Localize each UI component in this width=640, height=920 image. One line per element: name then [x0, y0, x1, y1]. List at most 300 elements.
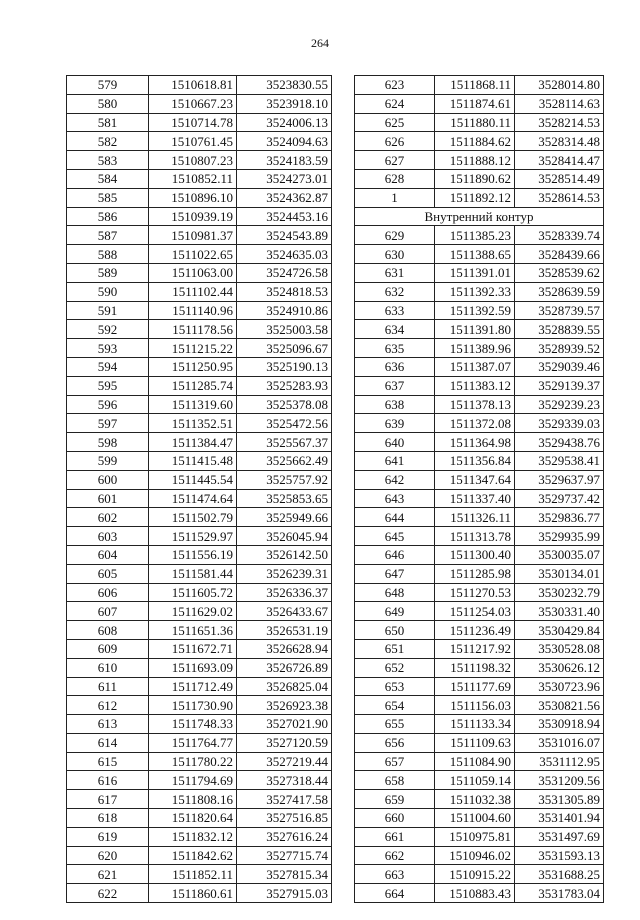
y-coordinate-cell: 3524006.13 — [237, 113, 332, 132]
table-row — [355, 545, 604, 564]
x-coordinate-cell: 1510981.37 — [149, 226, 237, 245]
table-row — [67, 76, 332, 95]
y-coordinate-cell: 3525378.08 — [237, 395, 332, 414]
table-row — [355, 752, 604, 771]
point-number-cell: 641 — [355, 451, 435, 470]
x-coordinate-cell: 1511063.00 — [149, 263, 237, 282]
y-coordinate-cell: 3524818.53 — [237, 282, 332, 301]
table-row — [355, 151, 604, 170]
y-coordinate-cell: 3530723.96 — [515, 677, 604, 696]
x-coordinate-cell: 1511392.33 — [435, 282, 515, 301]
point-number-cell: 610 — [67, 658, 149, 677]
y-coordinate-cell: 3529637.97 — [515, 470, 604, 489]
x-coordinate-cell: 1511300.40 — [435, 545, 515, 564]
point-number-cell: 622 — [67, 884, 149, 903]
y-coordinate-cell: 3523918.10 — [237, 94, 332, 113]
point-number-cell: 599 — [67, 451, 149, 470]
table-row — [355, 207, 604, 226]
point-number-cell: 587 — [67, 226, 149, 245]
point-number-cell: 624 — [355, 94, 435, 113]
table-row — [67, 226, 332, 245]
table-row — [67, 658, 332, 677]
y-coordinate-cell: 3529538.41 — [515, 451, 604, 470]
table-row — [67, 809, 332, 828]
table-row — [355, 602, 604, 621]
point-number-cell: 638 — [355, 395, 435, 414]
x-coordinate-cell: 1511884.62 — [435, 132, 515, 151]
point-number-cell: 648 — [355, 583, 435, 602]
y-coordinate-cell: 3528314.48 — [515, 132, 604, 151]
table-row — [67, 489, 332, 508]
table-row — [355, 282, 604, 301]
y-coordinate-cell: 3526336.37 — [237, 583, 332, 602]
x-coordinate-cell: 1511842.62 — [149, 846, 237, 865]
table-row — [355, 639, 604, 658]
page-number: 264 — [311, 36, 329, 50]
point-number-cell: 601 — [67, 489, 149, 508]
y-coordinate-cell: 3524635.03 — [237, 245, 332, 264]
point-number-cell: 1 — [355, 188, 435, 207]
x-coordinate-cell: 1511372.08 — [435, 414, 515, 433]
table-row — [67, 639, 332, 658]
x-coordinate-cell: 1511198.32 — [435, 658, 515, 677]
y-coordinate-cell: 3529339.03 — [515, 414, 604, 433]
x-coordinate-cell: 1511748.33 — [149, 715, 237, 734]
y-coordinate-cell: 3531305.89 — [515, 790, 604, 809]
point-number-cell: 582 — [67, 132, 149, 151]
y-coordinate-cell: 3526045.94 — [237, 527, 332, 546]
point-number-cell: 627 — [355, 151, 435, 170]
table-row — [67, 395, 332, 414]
point-number-cell: 651 — [355, 639, 435, 658]
x-coordinate-cell: 1511874.61 — [435, 94, 515, 113]
x-coordinate-cell: 1511880.11 — [435, 113, 515, 132]
y-coordinate-cell: 3531688.25 — [515, 865, 604, 884]
table-row — [355, 790, 604, 809]
point-number-cell: 633 — [355, 301, 435, 320]
table-row — [355, 320, 604, 339]
table-row — [355, 508, 604, 527]
x-coordinate-cell: 1510667.23 — [149, 94, 237, 113]
point-number-cell: 639 — [355, 414, 435, 433]
point-number-cell: 657 — [355, 752, 435, 771]
point-number-cell: 653 — [355, 677, 435, 696]
x-coordinate-cell: 1511387.07 — [435, 357, 515, 376]
y-coordinate-cell: 3524910.86 — [237, 301, 332, 320]
y-coordinate-cell: 3525757.92 — [237, 470, 332, 489]
point-number-cell: 600 — [67, 470, 149, 489]
y-coordinate-cell: 3524183.59 — [237, 151, 332, 170]
x-coordinate-cell: 1510852.11 — [149, 169, 237, 188]
point-number-cell: 646 — [355, 545, 435, 564]
y-coordinate-cell: 3528114.63 — [515, 94, 604, 113]
y-coordinate-cell: 3527120.59 — [237, 733, 332, 752]
x-coordinate-cell: 1511285.98 — [435, 564, 515, 583]
y-coordinate-cell: 3525096.67 — [237, 339, 332, 358]
y-coordinate-cell: 3528214.53 — [515, 113, 604, 132]
x-coordinate-cell: 1511502.79 — [149, 508, 237, 527]
table-row — [355, 527, 604, 546]
y-coordinate-cell: 3525003.58 — [237, 320, 332, 339]
x-coordinate-cell: 1511032.38 — [435, 790, 515, 809]
x-coordinate-cell: 1511474.64 — [149, 489, 237, 508]
point-number-cell: 628 — [355, 169, 435, 188]
table-row — [67, 433, 332, 452]
point-number-cell: 603 — [67, 527, 149, 546]
point-number-cell: 660 — [355, 809, 435, 828]
y-coordinate-cell: 3530821.56 — [515, 696, 604, 715]
x-coordinate-cell: 1511102.44 — [149, 282, 237, 301]
table-row — [355, 414, 604, 433]
x-coordinate-cell: 1511629.02 — [149, 602, 237, 621]
y-coordinate-cell: 3529737.42 — [515, 489, 604, 508]
x-coordinate-cell: 1511326.11 — [435, 508, 515, 527]
point-number-cell: 580 — [67, 94, 149, 113]
table-row — [355, 733, 604, 752]
y-coordinate-cell: 3530429.84 — [515, 621, 604, 640]
y-coordinate-cell: 3527915.03 — [237, 884, 332, 903]
table-row — [355, 809, 604, 828]
x-coordinate-cell: 1511133.34 — [435, 715, 515, 734]
x-coordinate-cell: 1511581.44 — [149, 564, 237, 583]
x-coordinate-cell: 1511556.19 — [149, 545, 237, 564]
point-number-cell: 581 — [67, 113, 149, 132]
point-number-cell: 614 — [67, 733, 149, 752]
table-row — [355, 113, 604, 132]
table-row — [67, 132, 332, 151]
table-row — [355, 470, 604, 489]
y-coordinate-cell: 3525662.49 — [237, 451, 332, 470]
y-coordinate-cell: 3529438.76 — [515, 433, 604, 452]
y-coordinate-cell: 3526433.67 — [237, 602, 332, 621]
y-coordinate-cell: 3526628.94 — [237, 639, 332, 658]
point-number-cell: 585 — [67, 188, 149, 207]
y-coordinate-cell: 3529836.77 — [515, 508, 604, 527]
y-coordinate-cell: 3529039.46 — [515, 357, 604, 376]
point-number-cell: 662 — [355, 846, 435, 865]
point-number-cell: 640 — [355, 433, 435, 452]
table-row — [67, 508, 332, 527]
table-row — [355, 169, 604, 188]
y-coordinate-cell: 3531783.04 — [515, 884, 604, 903]
section-header: Внутренний контур — [355, 207, 604, 226]
table-row — [355, 846, 604, 865]
x-coordinate-cell: 1511215.22 — [149, 339, 237, 358]
table-row — [67, 245, 332, 264]
point-number-cell: 634 — [355, 320, 435, 339]
x-coordinate-cell: 1511693.09 — [149, 658, 237, 677]
point-number-cell: 661 — [355, 827, 435, 846]
y-coordinate-cell: 3530035.07 — [515, 545, 604, 564]
table-row — [67, 752, 332, 771]
x-coordinate-cell: 1511445.54 — [149, 470, 237, 489]
point-number-cell: 664 — [355, 884, 435, 903]
y-coordinate-cell: 3526923.38 — [237, 696, 332, 715]
table-row — [355, 395, 604, 414]
point-number-cell: 607 — [67, 602, 149, 621]
x-coordinate-cell: 1511391.80 — [435, 320, 515, 339]
table-row — [67, 865, 332, 884]
table-row — [67, 583, 332, 602]
table-row — [355, 771, 604, 790]
x-coordinate-cell: 1511832.12 — [149, 827, 237, 846]
y-coordinate-cell: 3525472.56 — [237, 414, 332, 433]
x-coordinate-cell: 1511384.47 — [149, 433, 237, 452]
point-number-cell: 597 — [67, 414, 149, 433]
table-row — [67, 733, 332, 752]
point-number-cell: 596 — [67, 395, 149, 414]
point-number-cell: 644 — [355, 508, 435, 527]
point-number-cell: 584 — [67, 169, 149, 188]
y-coordinate-cell: 3527219.44 — [237, 752, 332, 771]
y-coordinate-cell: 3524362.87 — [237, 188, 332, 207]
table-row — [67, 790, 332, 809]
table-row — [67, 771, 332, 790]
table-row — [355, 583, 604, 602]
y-coordinate-cell: 3528414.47 — [515, 151, 604, 170]
point-number-cell: 647 — [355, 564, 435, 583]
table-row — [67, 339, 332, 358]
table-row — [67, 151, 332, 170]
x-coordinate-cell: 1511605.72 — [149, 583, 237, 602]
table-row — [355, 188, 604, 207]
point-number-cell: 620 — [67, 846, 149, 865]
y-coordinate-cell: 3523830.55 — [237, 76, 332, 95]
x-coordinate-cell: 1510975.81 — [435, 827, 515, 846]
point-number-cell: 589 — [67, 263, 149, 282]
x-coordinate-cell: 1511389.96 — [435, 339, 515, 358]
y-coordinate-cell: 3531401.94 — [515, 809, 604, 828]
point-number-cell: 598 — [67, 433, 149, 452]
point-number-cell: 588 — [67, 245, 149, 264]
point-number-cell: 652 — [355, 658, 435, 677]
y-coordinate-cell: 3526239.31 — [237, 564, 332, 583]
y-coordinate-cell: 3525190.13 — [237, 357, 332, 376]
y-coordinate-cell: 3529935.99 — [515, 527, 604, 546]
x-coordinate-cell: 1511868.11 — [435, 76, 515, 95]
point-number-cell: 608 — [67, 621, 149, 640]
point-number-cell: 611 — [67, 677, 149, 696]
y-coordinate-cell: 3529139.37 — [515, 376, 604, 395]
x-coordinate-cell: 1511352.51 — [149, 414, 237, 433]
point-number-cell: 663 — [355, 865, 435, 884]
x-coordinate-cell: 1511313.78 — [435, 527, 515, 546]
table-row — [67, 677, 332, 696]
x-coordinate-cell: 1510915.22 — [435, 865, 515, 884]
point-number-cell: 631 — [355, 263, 435, 282]
point-number-cell: 613 — [67, 715, 149, 734]
table-row — [67, 376, 332, 395]
y-coordinate-cell: 3531209.56 — [515, 771, 604, 790]
x-coordinate-cell: 1511084.90 — [435, 752, 515, 771]
x-coordinate-cell: 1511391.01 — [435, 263, 515, 282]
x-coordinate-cell: 1511364.98 — [435, 433, 515, 452]
y-coordinate-cell: 3528639.59 — [515, 282, 604, 301]
table-row — [67, 263, 332, 282]
y-coordinate-cell: 3525283.93 — [237, 376, 332, 395]
table-row — [355, 715, 604, 734]
table-row — [355, 301, 604, 320]
point-number-cell: 629 — [355, 226, 435, 245]
table-row — [67, 564, 332, 583]
x-coordinate-cell: 1510807.23 — [149, 151, 237, 170]
y-coordinate-cell: 3526142.50 — [237, 545, 332, 564]
y-coordinate-cell: 3528739.57 — [515, 301, 604, 320]
y-coordinate-cell: 3528339.74 — [515, 226, 604, 245]
table-row — [67, 282, 332, 301]
point-number-cell: 591 — [67, 301, 149, 320]
table-row — [355, 226, 604, 245]
table-row — [67, 320, 332, 339]
table-row — [355, 677, 604, 696]
point-number-cell: 632 — [355, 282, 435, 301]
y-coordinate-cell: 3531016.07 — [515, 733, 604, 752]
table-row — [355, 376, 604, 395]
x-coordinate-cell: 1510896.10 — [149, 188, 237, 207]
x-coordinate-cell: 1511178.56 — [149, 320, 237, 339]
y-coordinate-cell: 3524726.58 — [237, 263, 332, 282]
point-number-cell: 606 — [67, 583, 149, 602]
x-coordinate-cell: 1511140.96 — [149, 301, 237, 320]
x-coordinate-cell: 1511764.77 — [149, 733, 237, 752]
table-row — [355, 245, 604, 264]
table-row — [355, 827, 604, 846]
y-coordinate-cell: 3530918.94 — [515, 715, 604, 734]
point-number-cell: 619 — [67, 827, 149, 846]
table-row — [355, 884, 604, 903]
table-row — [355, 696, 604, 715]
y-coordinate-cell: 3526726.89 — [237, 658, 332, 677]
x-coordinate-cell: 1511529.97 — [149, 527, 237, 546]
point-number-cell: 593 — [67, 339, 149, 358]
point-number-cell: 594 — [67, 357, 149, 376]
x-coordinate-cell: 1511820.64 — [149, 809, 237, 828]
y-coordinate-cell: 3527815.34 — [237, 865, 332, 884]
table-row — [355, 339, 604, 358]
y-coordinate-cell: 3531593.13 — [515, 846, 604, 865]
y-coordinate-cell: 3528614.53 — [515, 188, 604, 207]
x-coordinate-cell: 1511004.60 — [435, 809, 515, 828]
y-coordinate-cell: 3530232.79 — [515, 583, 604, 602]
x-coordinate-cell: 1511270.53 — [435, 583, 515, 602]
x-coordinate-cell: 1510714.78 — [149, 113, 237, 132]
x-coordinate-cell: 1511780.22 — [149, 752, 237, 771]
table-row — [67, 357, 332, 376]
x-coordinate-cell: 1511156.03 — [435, 696, 515, 715]
point-number-cell: 586 — [67, 207, 149, 226]
x-coordinate-cell: 1511217.92 — [435, 639, 515, 658]
x-coordinate-cell: 1511730.90 — [149, 696, 237, 715]
x-coordinate-cell: 1511794.69 — [149, 771, 237, 790]
y-coordinate-cell: 3524453.16 — [237, 207, 332, 226]
table-row — [355, 564, 604, 583]
point-number-cell: 579 — [67, 76, 149, 95]
point-number-cell: 643 — [355, 489, 435, 508]
y-coordinate-cell: 3529239.23 — [515, 395, 604, 414]
point-number-cell: 659 — [355, 790, 435, 809]
x-coordinate-cell: 1511285.74 — [149, 376, 237, 395]
y-coordinate-cell: 3527417.58 — [237, 790, 332, 809]
table-row — [67, 301, 332, 320]
x-coordinate-cell: 1511059.14 — [435, 771, 515, 790]
x-coordinate-cell: 1511651.36 — [149, 621, 237, 640]
table-row — [67, 846, 332, 865]
x-coordinate-cell: 1511385.23 — [435, 226, 515, 245]
table-row — [67, 696, 332, 715]
y-coordinate-cell: 3527318.44 — [237, 771, 332, 790]
point-number-cell: 642 — [355, 470, 435, 489]
point-number-cell: 654 — [355, 696, 435, 715]
table-row — [67, 621, 332, 640]
point-number-cell: 617 — [67, 790, 149, 809]
table-row — [67, 188, 332, 207]
x-coordinate-cell: 1510761.45 — [149, 132, 237, 151]
point-number-cell: 626 — [355, 132, 435, 151]
y-coordinate-cell: 3527516.85 — [237, 809, 332, 828]
point-number-cell: 590 — [67, 282, 149, 301]
x-coordinate-cell: 1511712.49 — [149, 677, 237, 696]
y-coordinate-cell: 3526531.19 — [237, 621, 332, 640]
y-coordinate-cell: 3528839.55 — [515, 320, 604, 339]
point-number-cell: 637 — [355, 376, 435, 395]
point-number-cell: 625 — [355, 113, 435, 132]
x-coordinate-cell: 1510883.43 — [435, 884, 515, 903]
x-coordinate-cell: 1511356.84 — [435, 451, 515, 470]
point-number-cell: 650 — [355, 621, 435, 640]
table-row — [67, 207, 332, 226]
point-number-cell: 605 — [67, 564, 149, 583]
coordinates-table-right — [354, 75, 604, 903]
table-row — [67, 602, 332, 621]
point-number-cell: 636 — [355, 357, 435, 376]
x-coordinate-cell: 1511319.60 — [149, 395, 237, 414]
y-coordinate-cell: 3531497.69 — [515, 827, 604, 846]
point-number-cell: 583 — [67, 151, 149, 170]
point-number-cell: 649 — [355, 602, 435, 621]
point-number-cell: 623 — [355, 76, 435, 95]
point-number-cell: 630 — [355, 245, 435, 264]
y-coordinate-cell: 3527715.74 — [237, 846, 332, 865]
table-row — [355, 658, 604, 677]
table-row — [355, 621, 604, 640]
point-number-cell: 602 — [67, 508, 149, 527]
x-coordinate-cell: 1511254.03 — [435, 602, 515, 621]
point-number-cell: 604 — [67, 545, 149, 564]
table-row — [67, 470, 332, 489]
table-row — [67, 94, 332, 113]
x-coordinate-cell: 1511250.95 — [149, 357, 237, 376]
x-coordinate-cell: 1511378.13 — [435, 395, 515, 414]
x-coordinate-cell: 1511236.49 — [435, 621, 515, 640]
y-coordinate-cell: 3528539.62 — [515, 263, 604, 282]
y-coordinate-cell: 3527021.90 — [237, 715, 332, 734]
table-row — [355, 357, 604, 376]
y-coordinate-cell: 3528939.52 — [515, 339, 604, 358]
x-coordinate-cell: 1511852.11 — [149, 865, 237, 884]
y-coordinate-cell: 3525949.66 — [237, 508, 332, 527]
y-coordinate-cell: 3528014.80 — [515, 76, 604, 95]
x-coordinate-cell: 1511109.63 — [435, 733, 515, 752]
coordinates-table-left — [66, 75, 332, 903]
y-coordinate-cell: 3528439.66 — [515, 245, 604, 264]
table-row — [355, 263, 604, 282]
x-coordinate-cell: 1511337.40 — [435, 489, 515, 508]
point-number-cell: 616 — [67, 771, 149, 790]
table-row — [67, 113, 332, 132]
point-number-cell: 645 — [355, 527, 435, 546]
y-coordinate-cell: 3528514.49 — [515, 169, 604, 188]
x-coordinate-cell: 1511177.69 — [435, 677, 515, 696]
